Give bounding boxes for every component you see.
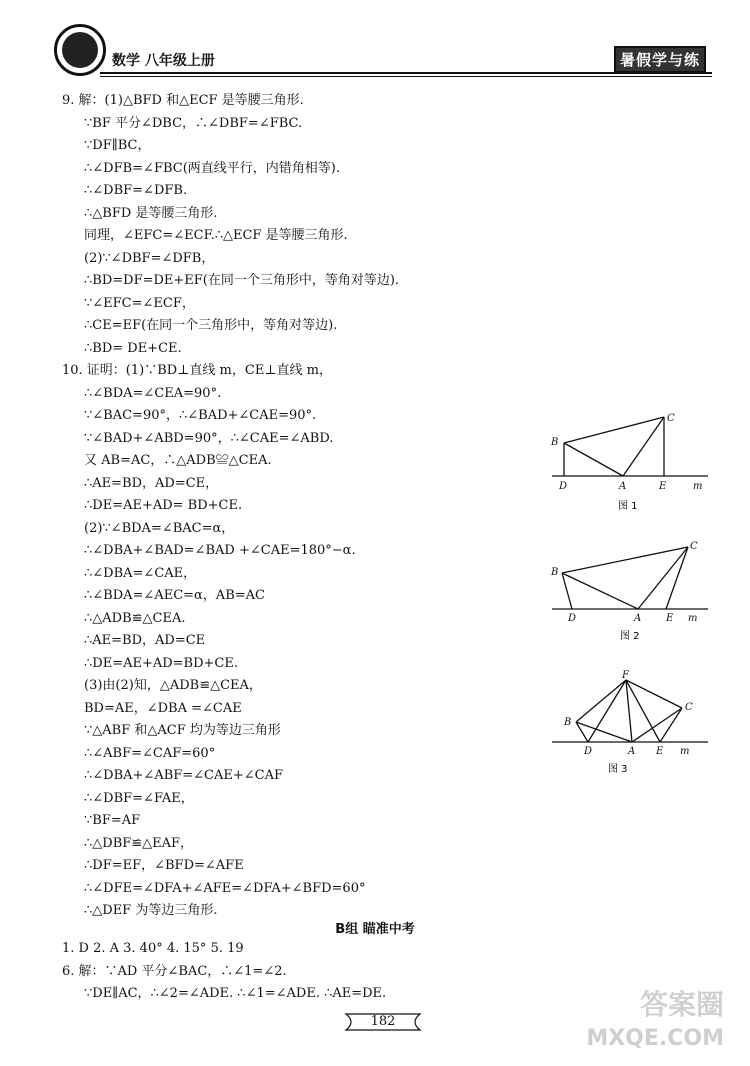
text-line: 又 AB=AC，∴△ADB≌△CEA. [84,453,272,468]
text-line: ∴∠DBF=∠FAE， [84,790,194,806]
caption: 图 1 [618,501,638,512]
text-line: ∵∠BAD+∠ABD=90°，∴∠CAE=∠ABD. [84,430,334,446]
text-line: (2)∵∠BDA=∠BAC=α， [84,520,235,536]
label-C: C [685,702,693,713]
text-line: ∵DF∥BC， [84,138,151,153]
label-D: D [559,481,568,492]
text-line: ∴DF=EF，∠BFD=∠AFE [84,858,244,873]
text-line: BD=AE，∠DBA =∠CAE [84,700,242,716]
text-line: ∵∠BAC=90°，∴∠BAD+∠CAE=90°. [84,408,317,423]
figure-3 [548,668,718,778]
label-A: A [634,613,642,624]
text-line: ∴DE=AE+AD=BD+CE. [84,655,238,671]
page-number-text: 182 [370,1014,396,1029]
text-line: ∵△ABF 和△ACF 均为等边三角形 [84,723,281,738]
label-B: B [551,567,559,578]
text-line: (3)由(2)知，△ADB≌△CEA， [84,678,262,693]
figure-1 [548,405,718,515]
text-line: ∴∠DBA+∠BAD=∠BAD +∠CAE=180°−α. [84,543,356,558]
solution-text [62,90,462,923]
label-E: E [656,746,664,757]
label-B: B [564,717,572,728]
text-line: ∴∠DFE=∠DFA+∠AFE=∠DFA+∠BFD=60° [84,880,366,896]
text-line: ∴△ADB≌△CEA. [84,610,186,626]
header-rule-thin [100,76,712,77]
page-header [0,0,750,90]
label-m: m [693,481,703,492]
label-m: m [688,613,698,624]
section-b-title: B组 瞄准中考 [335,922,415,937]
text-line: ∵DE∥AC，∴∠2=∠ADE. ∴∠1=∠ADE. ∴AE=DE. [84,986,387,1001]
text-line: ∴∠DBF=∠DFB. [84,183,188,198]
label-m: m [680,746,690,757]
header-brand: 暑假学与练 [614,46,706,73]
text-line: ∴BD= DE+CE. [84,340,182,356]
watermark: 答案圈 MXQE.COM [586,988,724,1051]
text-line: 10. 证明：(1)∵BD⊥直线 m，CE⊥直线 m， [62,363,333,378]
text-line: ∴AE=BD，AD=CE， [84,475,219,491]
logo [54,24,106,76]
text-line: 同理，∠EFC=∠ECF.∴△ECF 是等腰三角形. [84,228,348,243]
text-line: ∴∠BDA=∠CEA=90°. [84,385,222,401]
text-line: 6. 解：∵AD 平分∠BAC，∴∠1=∠2. [62,963,287,979]
label-A: A [619,481,627,492]
text-line: ∴∠BDA=∠AEC=α，AB=AC [84,588,265,603]
figure-2 [548,535,718,645]
caption: 图 2 [620,631,640,642]
text-line: ∴∠DBA=∠CAE， [84,565,197,581]
text-line: ∴∠ABF=∠CAF=60° [84,745,216,761]
text-line: ∴∠DFB=∠FBC(两直线平行，内错角相等). [84,160,340,176]
text-line: ∴AE=BD，AD=CE [84,633,206,648]
text-line: ∴BD=DF=DE+EF(在同一个三角形中，等角对等边). [84,273,400,288]
label-C: C [667,413,675,424]
text-line: ∴∠DBA+∠ABF=∠CAE+∠CAF [84,768,284,783]
label-C: C [690,541,698,552]
label-A: A [628,746,636,757]
page-number [342,1010,424,1034]
text-line: ∴△BFD 是等腰三角形. [84,205,218,221]
text-line: ∵BF 平分∠DBC，∴∠DBF=∠FBC. [84,115,303,131]
text-line: (2)∵∠DBF=∠DFB， [84,250,215,266]
label-E: E [659,481,667,492]
label-D: D [584,746,593,757]
text-line: 1. D 2. A 3. 40° 4. 15° 5. 19 [62,941,244,956]
text-line: ∵BF=AF [84,813,141,828]
text-line: 9. 解：(1)△BFD 和△ECF 是等腰三角形. [62,93,304,108]
text-line: ∴△DEF 为等边三角形. [84,903,218,918]
caption: 图 3 [608,764,628,775]
label-F: F [622,670,629,681]
header-title: 数学 八年级上册 [112,53,215,69]
text-line: ∴△DBF≌△EAF， [84,835,194,851]
label-E: E [666,613,674,624]
text-line: ∴CE=EF(在同一个三角形中，等角对等边). [84,318,338,333]
header-rule [100,72,712,74]
text-line: ∴DE=AE+AD= BD+CE. [84,498,243,513]
label-B: B [551,437,559,448]
label-D: D [568,613,577,624]
text-line: ∵∠EFC=∠ECF， [84,295,195,311]
